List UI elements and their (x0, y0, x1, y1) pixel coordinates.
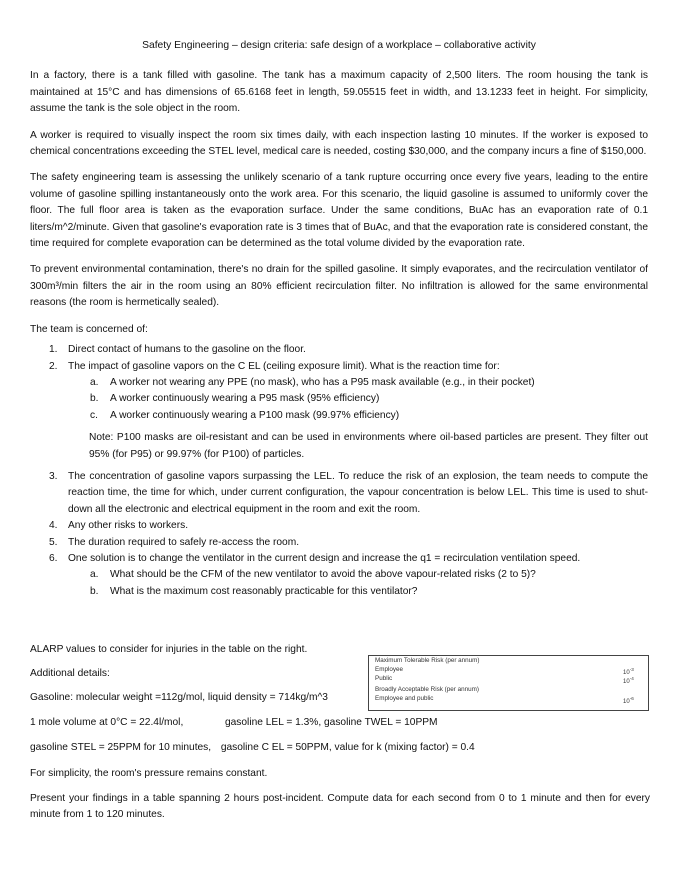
sub-list-item-letter: b. (90, 585, 99, 597)
concerns-list (30, 342, 648, 600)
list-item (30, 469, 648, 518)
sub-list-item-text: A worker not wearing any PPE (no mask), who has a P95 mask available (e.g., in their pocket) (110, 376, 535, 388)
paragraph-team-concerns-intro: The team is concerned of: (30, 323, 148, 335)
list-item-number: 5. (49, 536, 58, 548)
mole-volume-text: 1 mole volume at 0°C = 22.4l/mol, (30, 717, 184, 728)
pressure-line: For simplicity, the room's pressure remains constant. (30, 768, 268, 779)
list-item (30, 359, 648, 375)
sub-list-item (30, 391, 648, 407)
list-item-text: Direct contact of humans to the gasoline on the floor. (68, 344, 306, 356)
paragraph-worker-inspection: A worker is required to visually inspect the room six times daily, with each inspection lasting 10 minutes. If the worker is exposed to chemical concentrations exceeding the STEL level, medical care is needed, costing $30,000, and the company incurs a fine of $150,000. (30, 129, 648, 158)
list-item-number: 6. (49, 552, 58, 564)
sub-list-item-letter: a. (90, 376, 99, 388)
gasoline-properties-line: Gasoline: molecular weight =112g/mol, liquid density = 714kg/m^3 (30, 692, 328, 703)
mask-note: Note: P100 masks are oil-resistant and can be used in environments where oil-based particles are present. They filter out 95% (for P95) or 99.97% (for P100) of particles. (89, 432, 648, 460)
alarp-risk-table (368, 655, 649, 711)
list-item-text: The concentration of gasoline vapors surpassing the LEL. To reduce the risk of an explosion, the team needs to compute the reaction time, the time for which, under current configuration, the vapour concentration is below LEL. This time is used to shut-down all the electronic and electrical equipment in the room and exit the room. (68, 470, 648, 515)
employee-and-public-risk-value: $10^{-6}$ (623, 696, 634, 705)
list-item-number: 1. (49, 344, 58, 356)
sub-list-item-text: A worker continuously wearing a P95 mask (95% efficiency) (110, 393, 380, 405)
document-body (30, 38, 648, 600)
employee-and-public-label: Employee and public (375, 695, 434, 702)
list-item-number: 4. (49, 520, 58, 532)
list-item (30, 551, 648, 567)
paragraph-rupture-scenario: The safety engineering team is assessing the unlikely scenario of a tank rupture occurring once every five years, leading to the entire volume of gasoline spilling instantaneously onto the work area. For this scenario, the liquid gasoline is assumed to uniformly cover the floor. The full floor area is taken as the evaporation surface. Under the same conditions, BuAc has an evaporation rate of 0.1 liters/m^2/minute. Given that gasoline's evaporation rate is 3 times that of BuAc, and that the evaporation rate is considered constant, the time required for complete evaporation can be determined as the total volume divided by the evaporation rate. (30, 172, 648, 250)
present-findings-line: Present your findings in a table spanning 2 hours post-incident. Compute data for each second from 0 to 1 minute and then for every minute from 1 to 120 minutes. (30, 793, 650, 821)
list-item-text: The duration required to safely re-access the room. (68, 536, 300, 548)
sub-list-item-letter: a. (90, 569, 99, 581)
sub-list-item-text: What should be the CFM of the new ventilator to avoid the above vapour-related risks (2 to 5)? (110, 569, 536, 581)
paragraph-tank-description: In a factory, there is a tank filled with gasoline. The tank has a maximum capacity of 2,500 liters. The room housing the tank is maintained at 15°C and has dimensions of 65.6168 feet in length, 59.05515 feet in width, and 13.1233 feet in height. For simplicity, assume the tank is the sole object in the room. (30, 70, 648, 115)
sub-list-item (30, 408, 648, 424)
list-item (30, 535, 648, 551)
additional-details-label: Additional details: (30, 668, 110, 679)
stel-line (30, 740, 650, 756)
document-title: Safety Engineering – design criteria: safe design of a workplace – collaborative activity (142, 40, 536, 51)
sub-list-item (30, 567, 648, 583)
sub-list-item (30, 584, 648, 600)
sub-list-item-letter: c. (90, 409, 98, 421)
paragraph-ventilation: To prevent environmental contamination, there's no drain for the spilled gasoline. It simply evaporates, and the recirculation ventilator of 300m³/min filters the air in the room using an 80% efficient recirculation filter. No infiltration is allowed for the same environmental reasons (the room is hermetically sealed). (30, 264, 648, 309)
sub-list-item-letter: b. (90, 393, 99, 405)
employee-label: Employee (375, 666, 404, 673)
tolerable-risk-heading: Maximum Tolerable Risk (per annum) (375, 657, 480, 664)
lel-twel-text: gasoline LEL = 1.3%, gasoline TWEL = 10PPM (224, 717, 438, 728)
list-item-text: The impact of gasoline vapors on the C EL (ceiling exposure limit). What is the reaction time for: (68, 360, 500, 372)
list-item-number: 3. (49, 470, 58, 482)
cel-k-text: gasoline C EL = 50PPM, value for k (mixing factor) = 0.4 (220, 742, 475, 753)
list-item-text: Any other risks to workers. (68, 520, 189, 532)
sub-list-item (30, 375, 648, 391)
sub-list-item-text: A worker continuously wearing a P100 mask (99.97% efficiency) (110, 409, 400, 421)
employee-risk-value: $10^{-3}$ (623, 667, 634, 676)
sub-list-item-text: What is the maximum cost reasonably practicable for this ventilator? (110, 585, 418, 597)
mole-volume-line (30, 715, 650, 731)
public-label: Public (375, 675, 393, 682)
public-risk-value: $10^{-4}$ (623, 676, 634, 685)
alarp-line: ALARP values to consider for injuries in the table on the right. (30, 644, 308, 655)
list-item-number: 2. (49, 360, 58, 372)
list-item (30, 518, 648, 534)
stel-text: gasoline STEL = 25PPM for 10 minutes, (30, 742, 212, 753)
acceptable-risk-heading: Broadly Acceptable Risk (per annum) (375, 686, 479, 693)
list-item (30, 342, 648, 358)
list-item-text: One solution is to change the ventilator in the current design and increase the q1 = recirculation ventilation speed. (68, 552, 581, 564)
